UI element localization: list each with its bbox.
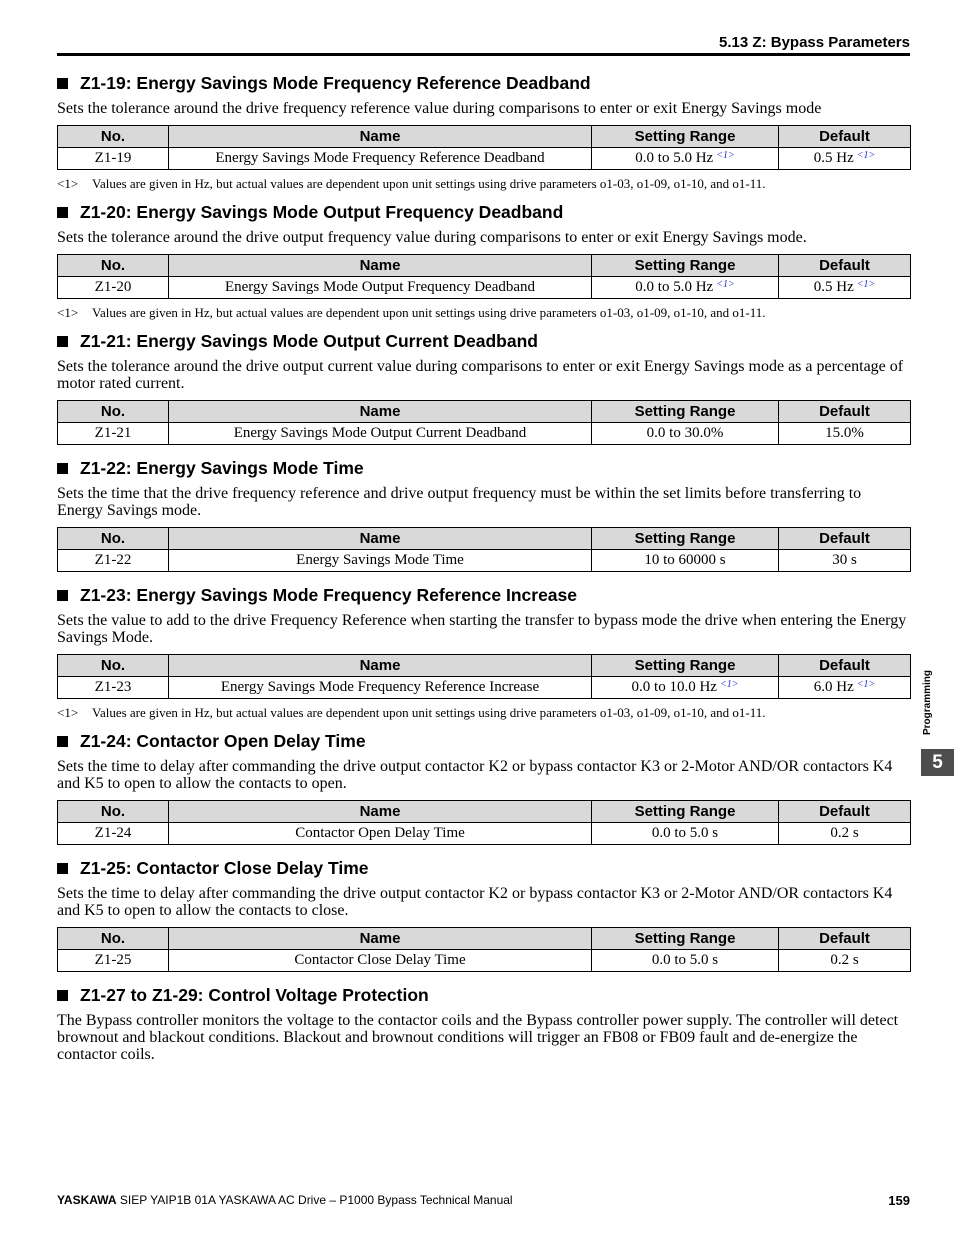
footnote: <1> Values are given in Hz, but actual values are dependent upon unit settings using drive parameters o1-03, o1-09, o1-10, and o1-11. — [57, 705, 766, 720]
cell-no: Z1-24 — [58, 823, 169, 845]
col-header-name: Name — [169, 401, 592, 423]
cell-no: Z1-20 — [58, 277, 169, 299]
page-number: 159 — [888, 1193, 910, 1208]
col-header-range: Setting Range — [592, 255, 779, 277]
footer-brand: YASKAWA — [57, 1193, 117, 1207]
footnote: <1> Values are given in Hz, but actual values are dependent upon unit settings using drive parameters o1-03, o1-09, o1-10, and o1-11. — [57, 176, 766, 191]
section-z1-20 — [57, 201, 910, 321]
cell-range: 0.0 to 5.0 s — [592, 823, 779, 845]
bullet-square-icon — [57, 736, 68, 747]
cell-range: 0.0 to 10.0 Hz $^{<1>}$ — [592, 677, 779, 699]
cell-default: 0.5 Hz $^{<1>}$ — [779, 277, 911, 299]
section-heading: Z1-19: Energy Savings Mode Frequency Reference Deadband — [57, 72, 910, 94]
col-header-default: Default — [779, 928, 911, 950]
table-header-row — [58, 255, 911, 277]
col-header-range: Setting Range — [592, 126, 779, 148]
running-header: 5.13 Z: Bypass Parameters — [719, 34, 910, 51]
col-header-name: Name — [169, 126, 592, 148]
section-heading: Z1-23: Energy Savings Mode Frequency Reference Increase — [57, 584, 910, 606]
table-row — [58, 550, 911, 572]
section-z1-25 — [57, 857, 910, 972]
section-description: Sets the time to delay after commanding the drive output contactor K2 or bypass contactor K3 or 2-Motor AND/OR contactors K4 and K5 to open to allow the contacts to open. — [57, 758, 893, 792]
col-header-range: Setting Range — [592, 655, 779, 677]
bullet-square-icon — [57, 78, 68, 89]
cell-default: 6.0 Hz $^{<1>}$ — [779, 677, 911, 699]
section-description: Sets the tolerance around the drive output current value during comparisons to enter or exit Energy Savings mode as a percentage of motor rated current. — [57, 358, 904, 392]
cell-range: 0.0 to 5.0 Hz $^{<1>}$ — [592, 148, 779, 170]
cell-no: Z1-25 — [58, 950, 169, 972]
cell-name: Contactor Close Delay Time — [169, 950, 592, 972]
col-header-range: Setting Range — [592, 928, 779, 950]
cell-range: 0.0 to 30.0% — [592, 423, 779, 445]
bullet-square-icon — [57, 990, 68, 1001]
bullet-square-icon — [57, 590, 68, 601]
col-header-range: Setting Range — [592, 801, 779, 823]
section-z1-22 — [57, 457, 910, 572]
cell-default: 15.0% — [779, 423, 911, 445]
table-header-row — [58, 528, 911, 550]
page-content — [57, 72, 910, 1071]
cell-range: 10 to 60000 s — [592, 550, 779, 572]
col-header-default: Default — [779, 528, 911, 550]
section-z1-27-to-z1-29 — [57, 984, 910, 1063]
footnote-link[interactable]: <1> — [716, 279, 735, 290]
section-heading: Z1-27 to Z1-29: Control Voltage Protection — [57, 984, 910, 1006]
table-row — [58, 677, 911, 699]
col-header-no: No. — [58, 126, 169, 148]
table-row — [58, 950, 911, 972]
col-header-default: Default — [779, 401, 911, 423]
col-header-range: Setting Range — [592, 528, 779, 550]
col-header-no: No. — [58, 928, 169, 950]
footnote-link[interactable]: <1> — [856, 150, 876, 161]
bullet-square-icon — [57, 863, 68, 874]
section-heading: Z1-25: Contactor Close Delay Time — [57, 857, 910, 879]
bullet-square-icon — [57, 463, 68, 474]
cell-name: Energy Savings Mode Output Current Deadband — [169, 423, 592, 445]
parameter-table — [57, 400, 911, 445]
table-header-row — [58, 126, 911, 148]
cell-default: 0.2 s — [779, 823, 911, 845]
footnote: <1> Values are given in Hz, but actual values are dependent upon unit settings using drive parameters o1-03, o1-09, o1-10, and o1-11. — [57, 305, 766, 320]
page-footer — [57, 1193, 910, 1208]
table-row — [58, 148, 911, 170]
parameter-table — [57, 654, 911, 699]
section-heading: Z1-22: Energy Savings Mode Time — [57, 457, 910, 479]
cell-no: Z1-21 — [58, 423, 169, 445]
col-header-no: No. — [58, 255, 169, 277]
col-header-default: Default — [779, 255, 911, 277]
section-description: The Bypass controller monitors the voltage to the contactor coils and the Bypass controller power supply. The controller will detect brownout and blackout conditions. Blackout and brownout conditions will trigger an FB08 or FB09 fault and de-energize the contactor coils. — [57, 1012, 899, 1063]
section-z1-24 — [57, 730, 910, 845]
cell-no: Z1-19 — [58, 148, 169, 170]
col-header-default: Default — [779, 655, 911, 677]
cell-name: Contactor Open Delay Time — [169, 823, 592, 845]
cell-default: 0.5 Hz $^{<1>}$ — [779, 148, 911, 170]
section-description: Sets the tolerance around the drive output frequency value during comparisons to enter or exit Energy Savings mode. — [57, 229, 807, 246]
col-header-no: No. — [58, 655, 169, 677]
col-header-range: Setting Range — [592, 401, 779, 423]
col-header-name: Name — [169, 801, 592, 823]
cell-no: Z1-22 — [58, 550, 169, 572]
cell-range: 0.0 to 5.0 s — [592, 950, 779, 972]
bullet-square-icon — [57, 207, 68, 218]
header-rule — [57, 53, 910, 56]
parameter-table — [57, 800, 911, 845]
cell-no: Z1-23 — [58, 677, 169, 699]
col-header-name: Name — [169, 528, 592, 550]
section-heading: Z1-21: Energy Savings Mode Output Current Deadband — [57, 330, 910, 352]
section-z1-21 — [57, 330, 910, 445]
parameter-table — [57, 254, 911, 299]
footnote-link[interactable]: <1> — [719, 679, 739, 690]
table-header-row — [58, 401, 911, 423]
col-header-name: Name — [169, 928, 592, 950]
parameter-table — [57, 125, 911, 170]
bullet-square-icon — [57, 336, 68, 347]
parameter-table — [57, 927, 911, 972]
section-description: Sets the time that the drive frequency reference and drive output frequency must be within the set limits before transferring to Energy Savings mode. — [57, 485, 862, 519]
table-header-row — [58, 655, 911, 677]
table-header-row — [58, 801, 911, 823]
section-z1-23 — [57, 584, 910, 721]
cell-range: 0.0 to 5.0 Hz $^{<1>}$ — [592, 277, 779, 299]
parameter-table — [57, 527, 911, 572]
col-header-default: Default — [779, 801, 911, 823]
section-heading: Z1-24: Contactor Open Delay Time — [57, 730, 910, 752]
footnote-link[interactable]: <1> — [856, 679, 876, 690]
col-header-no: No. — [58, 801, 169, 823]
col-header-name: Name — [169, 255, 592, 277]
section-description: Sets the tolerance around the drive frequency reference value during comparisons to enter or exit Energy Savings mode — [57, 100, 822, 117]
table-row — [58, 423, 911, 445]
footnote-link[interactable]: <1> — [716, 150, 735, 161]
chapter-tab: 5 — [921, 749, 954, 776]
cell-name: Energy Savings Mode Frequency Reference Increase — [169, 677, 592, 699]
cell-name: Energy Savings Mode Time — [169, 550, 592, 572]
table-row — [58, 277, 911, 299]
col-header-no: No. — [58, 528, 169, 550]
col-header-default: Default — [779, 126, 911, 148]
section-description: Sets the time to delay after commanding the drive output contactor K2 or bypass contactor K3 or 2-Motor AND/OR contactors K4 and K5 to open to allow the contacts to close. — [57, 885, 893, 919]
cell-name: Energy Savings Mode Frequency Reference Deadband — [169, 148, 592, 170]
cell-default: 30 s — [779, 550, 911, 572]
section-z1-19 — [57, 72, 910, 192]
cell-name: Energy Savings Mode Output Frequency Deadband — [169, 277, 592, 299]
chapter-tab-label: Programming — [922, 669, 933, 735]
col-header-no: No. — [58, 401, 169, 423]
table-header-row — [58, 928, 911, 950]
table-row — [58, 823, 911, 845]
section-heading: Z1-20: Energy Savings Mode Output Frequency Deadband — [57, 201, 910, 223]
col-header-name: Name — [169, 655, 592, 677]
cell-default: 0.2 s — [779, 950, 911, 972]
section-description: Sets the value to add to the drive Frequency Reference when starting the transfer to bypass mode the drive when entering the Energy Savings Mode. — [57, 612, 907, 646]
footnote-link[interactable]: <1> — [856, 279, 876, 290]
footer-doc-title: SIEP YAIP1B 01A YASKAWA AC Drive – P1000 Bypass Technical Manual — [119, 1193, 513, 1207]
